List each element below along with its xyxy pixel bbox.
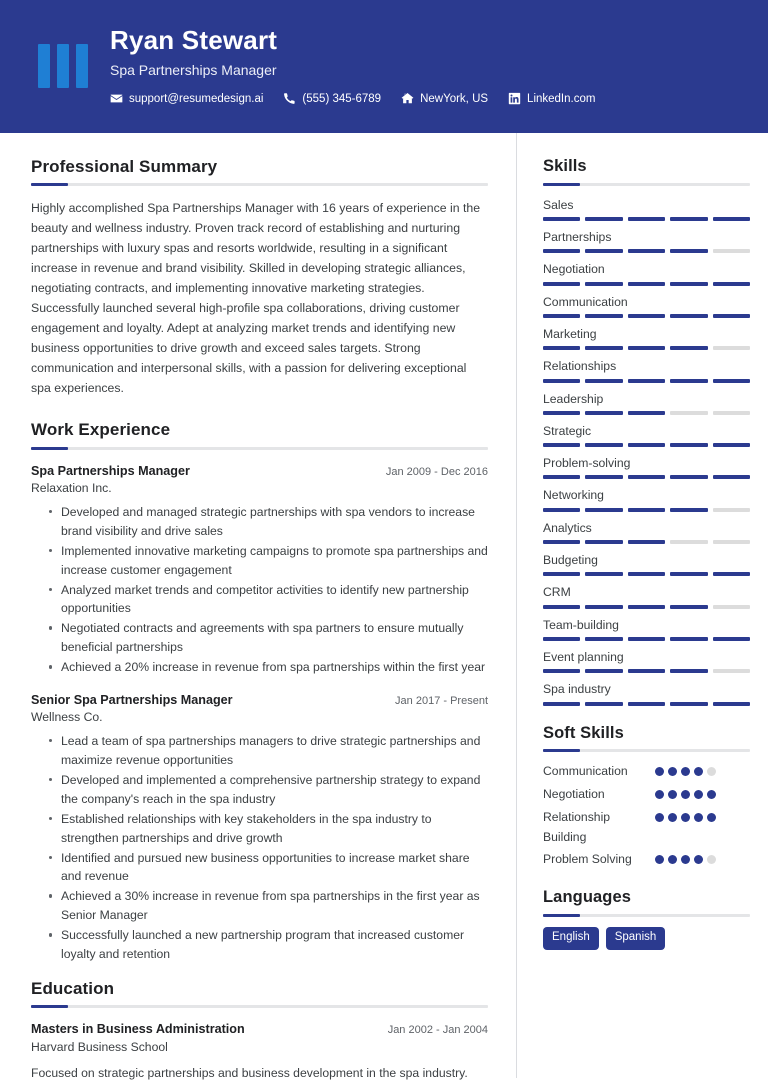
rating-dot [707, 813, 716, 822]
skill-level-segment [585, 217, 622, 221]
skill-level-segment [628, 314, 665, 318]
skill-item [543, 454, 750, 479]
rating-dot [694, 790, 703, 799]
rating-dot [681, 790, 690, 799]
skill-level-segment [543, 411, 580, 415]
skill-level-segment [585, 475, 622, 479]
rating-dot [655, 790, 664, 799]
skill-label: Analytics [543, 520, 592, 535]
skill-level-segment [713, 314, 750, 318]
skill-level-segment [713, 702, 750, 706]
contact-linkedin-text: LinkedIn.com [527, 92, 596, 105]
skills-list [543, 196, 750, 706]
skill-level-segment [713, 605, 750, 609]
skill-label: Strategic [543, 423, 592, 438]
skill-level-segment [713, 475, 750, 479]
education-entry [31, 1021, 488, 1083]
skill-level-segment [628, 217, 665, 221]
language-chip[interactable]: Spanish [606, 927, 666, 950]
skill-level-segment [713, 379, 750, 383]
contact-location[interactable] [401, 92, 488, 105]
skill-level-segment [670, 217, 707, 221]
skill-level-segment [670, 572, 707, 576]
job-bullet-list [31, 503, 488, 677]
skill-level-segment [628, 702, 665, 706]
skill-level-segment [543, 508, 580, 512]
skill-level-bar [543, 508, 750, 512]
rating-dot [707, 790, 716, 799]
skill-level-segment [628, 379, 665, 383]
skill-level-bar [543, 443, 750, 447]
soft-skill-item [543, 785, 750, 805]
skill-level-segment [543, 540, 580, 544]
education-list [31, 1021, 488, 1083]
section-languages [543, 888, 750, 950]
job-bullet: Negotiated contracts and agreements with spa partners to ensure mutually beneficial partnerships [51, 619, 488, 657]
skill-level-segment [543, 669, 580, 673]
soft-skills-list [543, 762, 750, 870]
main-column [0, 133, 517, 1081]
skill-level-segment [713, 508, 750, 512]
skill-item [543, 583, 750, 608]
soft-skill-label: Negotiation [543, 787, 605, 802]
soft-skill-label: Problem Solving [543, 852, 632, 867]
skill-level-segment [585, 411, 622, 415]
home-icon [401, 92, 414, 105]
section-underline [543, 183, 750, 186]
skill-item [543, 616, 750, 641]
soft-skill-rating [655, 762, 731, 776]
skill-level-bar [543, 249, 750, 253]
job-bullet: Developed and implemented a comprehensive partnership strategy to expand the company's reach in the spa industry [51, 771, 488, 809]
skill-level-segment [585, 314, 622, 318]
rating-dot [655, 855, 664, 864]
logo-mark-icon [38, 44, 88, 88]
rating-dot [668, 813, 677, 822]
skill-level-segment [628, 443, 665, 447]
summary-text: Highly accomplished Spa Partnerships Manager with 16 years of experience in the beauty and wellness industry. Proven track record of establishing and nurturing partnerships with luxury spas and resorts worldwide, resulting in a significant increase in revenue and brand visibility. Skilled in developing strategic alliances, negotiating contracts, and implementing innovative marketing strategies. Successfully launched several high-profile spa collaborations, driving customer engagement and loyalty. Adept at analyzing market trends and identifying new business opportunities to drive growth and exceed sales targets. Strong communication and interpersonal skills, with a passion for delivering exceptional spa experiences. [31, 201, 481, 395]
skill-label: Networking [543, 488, 604, 503]
degree-date: Jan 2002 - Jan 2004 [387, 1024, 488, 1037]
skill-level-bar [543, 637, 750, 641]
skill-label: Communication [543, 294, 628, 309]
section-underline [31, 447, 488, 450]
skill-item [543, 648, 750, 673]
soft-skill-item [543, 808, 750, 848]
skill-label: Partnerships [543, 230, 612, 245]
skill-level-segment [585, 346, 622, 350]
degree-name: Masters in Business Administration [31, 1022, 245, 1037]
skill-level-bar [543, 217, 750, 221]
job-bullet: Lead a team of spa partnerships managers to drive strategic partnerships and maximize revenue opportunities [51, 732, 488, 770]
section-title: Professional Summary [31, 157, 218, 176]
contact-email[interactable] [110, 92, 263, 105]
skill-level-segment [670, 475, 707, 479]
skill-level-segment [670, 669, 707, 673]
skill-level-segment [713, 669, 750, 673]
soft-skill-item [543, 850, 750, 870]
job-bullet: Implemented innovative marketing campaigns to promote spa partnerships and increase customer engagement [51, 542, 488, 580]
job-bullet: Achieved a 30% increase in revenue from spa partnerships in the first year as Senior Manager [51, 887, 488, 925]
skill-item [543, 196, 750, 221]
contact-phone[interactable] [283, 92, 381, 105]
skill-level-segment [543, 702, 580, 706]
skill-level-segment [628, 605, 665, 609]
skill-level-bar [543, 605, 750, 609]
skill-label: Marketing [543, 326, 597, 341]
section-underline [31, 1005, 488, 1008]
rating-dot [681, 855, 690, 864]
section-professional-summary [31, 157, 488, 398]
job-bullet: Developed and managed strategic partnerships with spa vendors to increase brand visibility and drive sales [51, 503, 488, 541]
section-work-experience [31, 420, 488, 964]
skill-level-segment [585, 249, 622, 253]
skill-level-segment [585, 508, 622, 512]
skill-label: CRM [543, 585, 571, 600]
contact-list [110, 92, 744, 105]
section-title: Education [31, 978, 115, 998]
skill-level-segment [628, 669, 665, 673]
skill-level-segment [585, 605, 622, 609]
job-bullet: Successfully launched a new partnership program that increased customer loyalty and retention [51, 926, 488, 964]
skill-level-segment [713, 637, 750, 641]
resume-header [0, 0, 768, 133]
skill-level-bar [543, 540, 750, 544]
skill-label: Team-building [543, 617, 619, 632]
rating-dot [655, 813, 664, 822]
education-entry-header [31, 1021, 488, 1037]
skill-level-segment [713, 411, 750, 415]
contact-phone-text: (555) 345-6789 [302, 92, 382, 105]
rating-dot [694, 767, 703, 776]
skill-level-segment [628, 282, 665, 286]
job-bullet: Established relationships with key stakeholders in the spa industry to strengthen partnerships and drive growth [51, 810, 488, 848]
skill-label: Event planning [543, 649, 624, 664]
rating-dot [707, 855, 716, 864]
rating-dot [668, 790, 677, 799]
section-education [31, 979, 488, 1083]
job-role: Senior Spa Partnerships Manager [31, 693, 233, 708]
rating-dot [655, 767, 664, 776]
skill-item [543, 357, 750, 382]
experience-entry [31, 692, 488, 964]
skill-level-bar [543, 702, 750, 706]
skill-item [543, 519, 750, 544]
experience-entry [31, 463, 488, 677]
skill-level-segment [713, 217, 750, 221]
skill-level-segment [628, 346, 665, 350]
section-underline [31, 183, 488, 186]
skill-level-bar [543, 346, 750, 350]
soft-skill-rating [655, 785, 731, 799]
skill-level-segment [585, 379, 622, 383]
skill-level-segment [713, 443, 750, 447]
skill-item [543, 551, 750, 576]
soft-skill-rating [655, 850, 731, 864]
skill-level-segment [543, 249, 580, 253]
skill-level-bar [543, 282, 750, 286]
skill-level-segment [628, 249, 665, 253]
skill-level-segment [628, 508, 665, 512]
skill-level-segment [670, 314, 707, 318]
skill-label: Leadership [543, 391, 604, 406]
skill-level-bar [543, 314, 750, 318]
skill-level-segment [670, 411, 707, 415]
experience-list [31, 463, 488, 964]
job-role: Spa Partnerships Manager [31, 463, 190, 478]
header-text-block [110, 18, 744, 105]
skill-label: Relationships [543, 359, 617, 374]
skill-level-segment [543, 314, 580, 318]
job-date: Jan 2009 - Dec 2016 [385, 465, 488, 478]
skill-level-segment [585, 282, 622, 286]
job-company: Wellness Co. [31, 710, 103, 725]
section-underline [543, 914, 750, 917]
rating-dot [707, 767, 716, 776]
skill-level-segment [670, 443, 707, 447]
section-underline [543, 749, 750, 752]
contact-linkedin[interactable] [508, 92, 595, 105]
rating-dot [694, 855, 703, 864]
rating-dot [681, 813, 690, 822]
skill-label: Sales [543, 197, 574, 212]
skill-level-segment [628, 411, 665, 415]
job-date: Jan 2017 - Present [395, 695, 488, 708]
skill-level-segment [670, 282, 707, 286]
skill-level-bar [543, 572, 750, 576]
skill-level-segment [543, 346, 580, 350]
candidate-name: Ryan Stewart [110, 25, 278, 55]
soft-skill-item [543, 762, 750, 782]
education-description: Focused on strategic partnerships and business development in the spa industry. [31, 1066, 468, 1081]
skill-label: Budgeting [543, 553, 598, 568]
skill-level-segment [713, 572, 750, 576]
skill-level-segment [585, 702, 622, 706]
skill-level-segment [713, 249, 750, 253]
skill-item [543, 293, 750, 318]
job-bullet-list [31, 732, 488, 964]
soft-skill-label: Communication [543, 764, 628, 779]
skill-level-segment [628, 475, 665, 479]
skill-level-segment [670, 249, 707, 253]
soft-skill-rating [655, 808, 731, 822]
skill-item [543, 228, 750, 253]
section-skills [543, 157, 750, 706]
experience-entry-header [31, 692, 488, 708]
skill-level-segment [543, 282, 580, 286]
skill-level-segment [670, 605, 707, 609]
candidate-job-title: Spa Partnerships Manager [110, 61, 277, 78]
skill-item [543, 390, 750, 415]
skill-level-segment [543, 443, 580, 447]
skill-level-bar [543, 411, 750, 415]
skill-level-segment [543, 572, 580, 576]
envelope-icon [110, 92, 123, 105]
skill-level-segment [585, 572, 622, 576]
section-title: Skills [543, 157, 587, 175]
job-bullet: Achieved a 20% increase in revenue from spa partnerships within the first year [51, 658, 488, 677]
skill-level-segment [670, 540, 707, 544]
skill-level-segment [628, 637, 665, 641]
linkedin-icon [508, 92, 521, 105]
languages-list [543, 927, 750, 950]
skill-level-segment [543, 637, 580, 641]
skill-level-segment [670, 346, 707, 350]
contact-location-text: NewYork, US [420, 92, 489, 105]
rating-dot [681, 767, 690, 776]
soft-skill-label: Relationship Building [543, 809, 611, 844]
school-name: Harvard Business School [31, 1039, 168, 1054]
contact-email-text: support@resumedesign.ai [129, 92, 264, 105]
skill-level-segment [585, 669, 622, 673]
section-title: Work Experience [31, 420, 171, 440]
section-soft-skills [543, 724, 750, 871]
skill-level-segment [585, 540, 622, 544]
skill-level-segment [670, 379, 707, 383]
skill-level-segment [713, 346, 750, 350]
rating-dot [668, 767, 677, 776]
rating-dot [694, 813, 703, 822]
skill-level-bar [543, 379, 750, 383]
skill-level-segment [713, 540, 750, 544]
skill-level-segment [670, 508, 707, 512]
skill-item [543, 260, 750, 285]
skill-level-segment [543, 605, 580, 609]
section-title: Soft Skills [543, 723, 624, 742]
skill-level-segment [628, 540, 665, 544]
language-chip[interactable]: English [543, 927, 599, 950]
skill-item [543, 325, 750, 350]
skill-level-segment [713, 282, 750, 286]
job-bullet: Identified and pursued new business opportunities to increase market share and revenue [51, 849, 488, 887]
skill-item [543, 422, 750, 447]
skill-level-segment [670, 702, 707, 706]
skill-level-segment [585, 443, 622, 447]
skill-label: Spa industry [543, 682, 611, 697]
skill-level-segment [585, 637, 622, 641]
skill-label: Negotiation [543, 262, 605, 277]
skill-level-segment [670, 637, 707, 641]
section-title: Languages [543, 888, 632, 907]
resume-body [0, 133, 768, 1081]
skill-level-segment [543, 217, 580, 221]
skill-level-segment [543, 475, 580, 479]
skill-level-bar [543, 475, 750, 479]
phone-icon [283, 92, 296, 105]
skill-level-bar [543, 669, 750, 673]
skill-item [543, 486, 750, 511]
skill-level-segment [543, 379, 580, 383]
sidebar-column [517, 133, 768, 1078]
skill-level-segment [628, 572, 665, 576]
rating-dot [668, 855, 677, 864]
job-company: Relaxation Inc. [31, 481, 112, 496]
skill-label: Problem-solving [543, 456, 631, 471]
job-bullet: Analyzed market trends and competitor activities to identify new partnership opportunities [51, 581, 488, 619]
skill-item [543, 680, 750, 705]
experience-entry-header [31, 463, 488, 479]
